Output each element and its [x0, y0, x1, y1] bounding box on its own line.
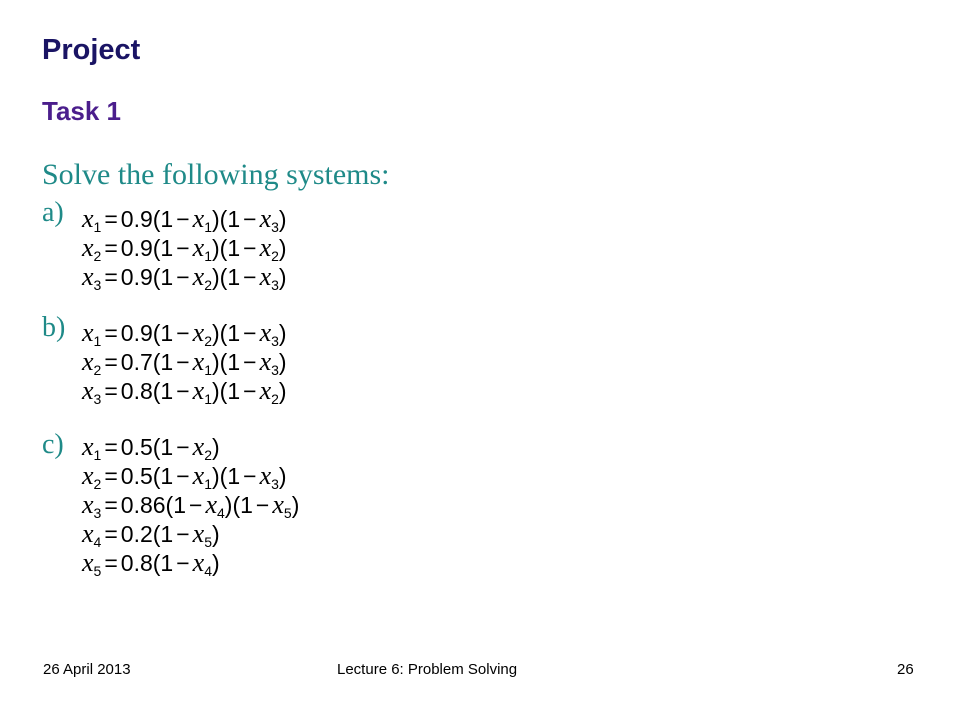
equation-line: $x_1 = 0.9(1 - x_2)(1 - x_3)$	[82, 318, 287, 349]
system-b-equations	[82, 318, 287, 405]
equation-line: $x_2 = 0.5(1 - x_1)(1 - x_3)$	[82, 461, 287, 492]
system-a-label: a)	[42, 197, 64, 228]
system-c-label: c)	[42, 429, 64, 460]
system-c-equations	[82, 432, 299, 577]
equation-line: $x_2 = 0.7(1 - x_1)(1 - x_3)$	[82, 347, 287, 378]
instruction-text: Solve the following systems:	[42, 158, 390, 191]
equation-line: $x_3 = 0.8(1 - x_1)(1 - x_2)$	[82, 376, 287, 407]
equation-line: $x_3 = 0.9(1 - x_2)(1 - x_3)$	[82, 262, 287, 293]
system-a-equations	[82, 204, 287, 291]
equation-line: $x_5 = 0.8(1 - x_4)$	[82, 548, 220, 579]
equation-line: $x_2 = 0.9(1 - x_1)(1 - x_2)$	[82, 233, 287, 264]
system-b-label: b)	[42, 312, 66, 343]
footer-lecture-title: Lecture 6: Problem Solving	[337, 661, 518, 678]
equation-line: $x_4 = 0.2(1 - x_5)$	[82, 519, 220, 550]
footer-date: 26 April 2013	[43, 661, 131, 678]
equation-line: $x_1 = 0.9(1 - x_1)(1 - x_3)$	[82, 204, 287, 235]
slide-subtitle: Task 1	[42, 96, 122, 126]
equation-line: $x_3 = 0.86(1 - x_4)(1 - x_5)$	[82, 490, 300, 521]
slide-title: Project	[42, 34, 141, 66]
footer-page-number: 26	[897, 661, 914, 678]
equation-line: $x_1 = 0.5(1 - x_2)$	[82, 432, 220, 463]
